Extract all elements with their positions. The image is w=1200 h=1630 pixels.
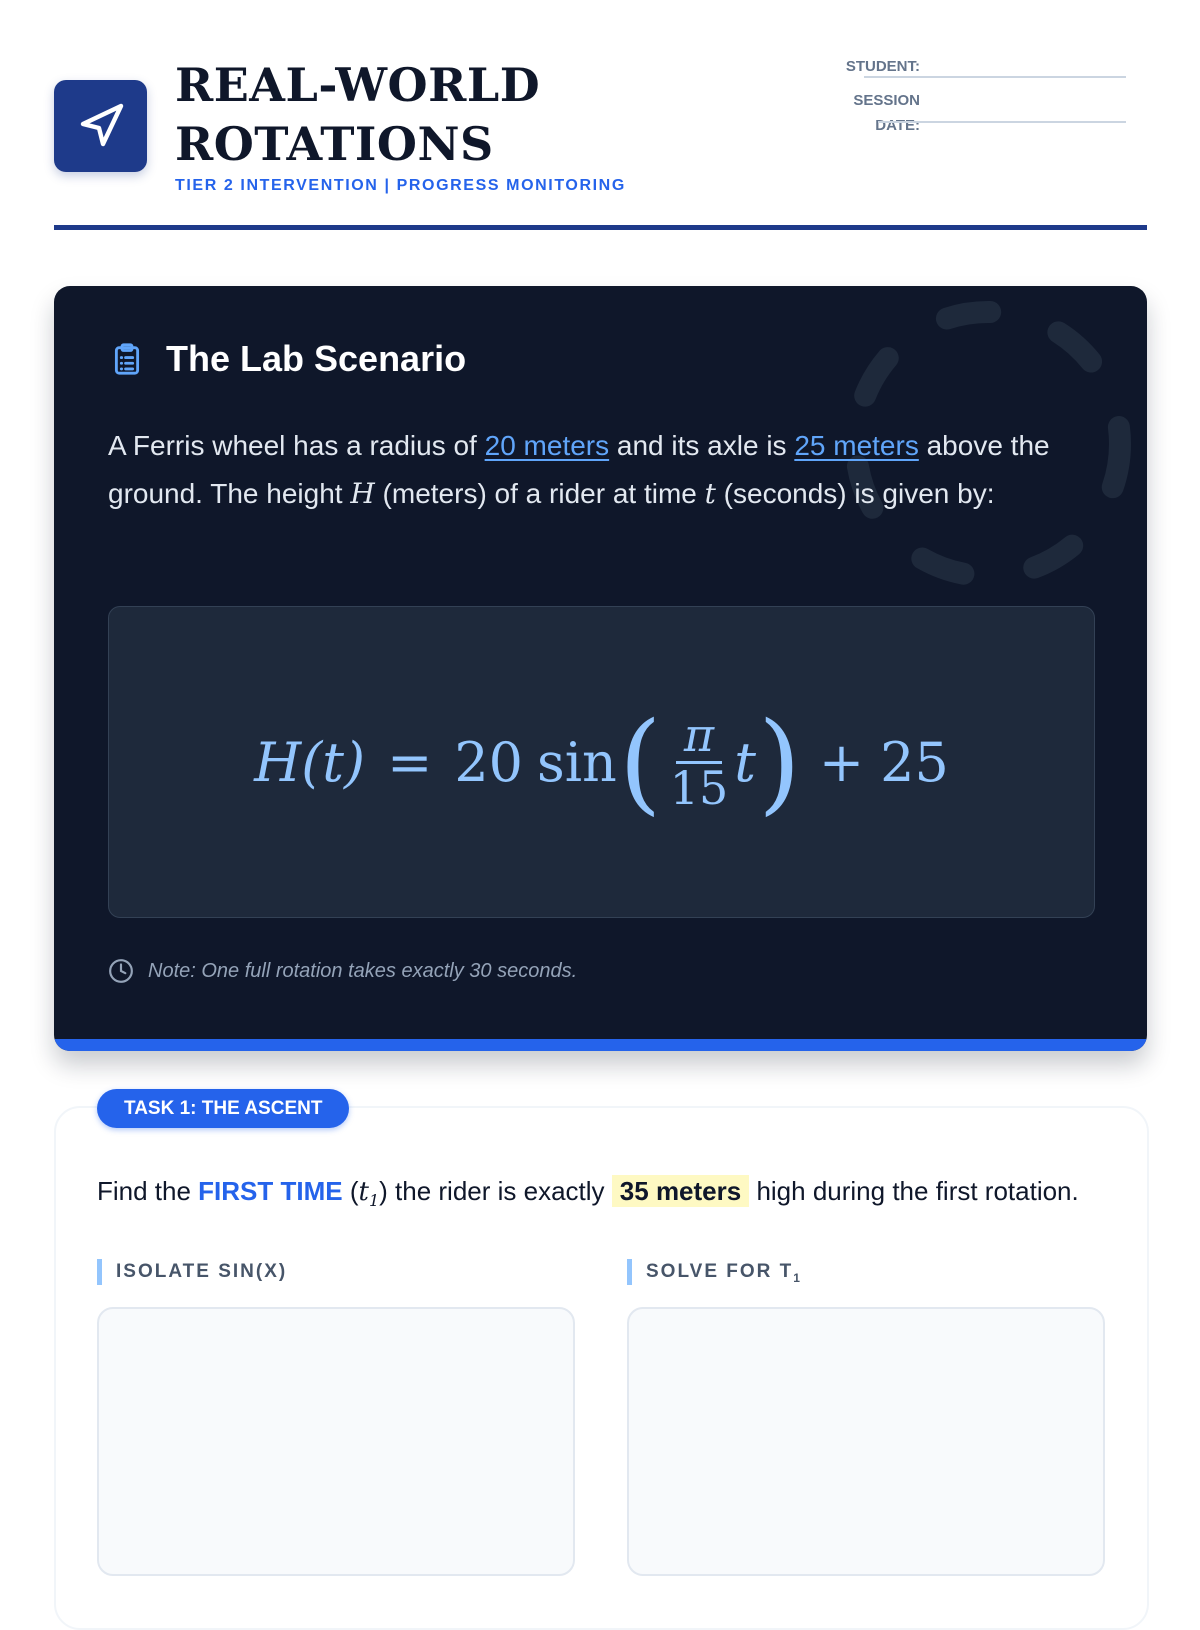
scenario-description <box>108 422 1083 518</box>
worksheet-header <box>54 52 1147 232</box>
formula-variable: t <box>734 730 756 794</box>
formula-constant: 25 <box>880 730 949 794</box>
scenario-title: The Lab Scenario <box>166 338 467 379</box>
variable-t1 <box>358 1177 380 1211</box>
solve-label-text: SOLVE FOR T <box>646 1261 794 1282</box>
session-label-line-2: DATE: <box>875 117 920 134</box>
session-date-field[interactable] <box>878 121 1126 123</box>
task-text-2: the rider is exactly <box>387 1176 612 1206</box>
target-height-highlight: 35 meters <box>612 1175 749 1207</box>
formula-close-paren: ) <box>757 698 801 826</box>
formula-plus: + <box>818 730 865 794</box>
first-time-emphasis: FIRST TIME <box>198 1176 343 1206</box>
header-divider <box>54 225 1147 230</box>
formula-coefficient: 20 <box>454 730 524 794</box>
formula-fraction <box>669 707 729 815</box>
formula-open-paren: ( <box>618 698 662 826</box>
task-text-3: high during the first rotation. <box>749 1176 1079 1206</box>
lab-scenario-card <box>54 286 1147 1051</box>
session-label-line-1: SESSION <box>853 92 920 109</box>
formula-equals: = <box>387 730 433 794</box>
axle-value: 25 meters <box>794 430 919 461</box>
clock-icon <box>108 958 134 984</box>
radius-value: 20 meters <box>484 430 610 461</box>
task-1-badge: TASK 1: THE ASCENT <box>97 1089 349 1128</box>
logo-badge <box>54 80 147 172</box>
task-text-1: Find the <box>97 1176 199 1206</box>
task-1-prompt <box>97 1176 1079 1210</box>
solve-for-t1-label <box>627 1259 802 1285</box>
isolate-sin-label: ISOLATE SIN(X) <box>97 1259 287 1285</box>
scenario-text-3: above the ground. The height <box>108 430 1050 509</box>
note-text: Note: One full rotation takes exactly 30 seconds. <box>148 959 578 982</box>
height-formula <box>254 698 949 826</box>
scenario-accent-bar <box>54 1039 1147 1051</box>
variable-t1-base: t <box>358 1177 369 1207</box>
formula-lhs: H(t) <box>254 730 366 794</box>
formula-box <box>108 606 1095 918</box>
student-field[interactable] <box>864 76 1126 78</box>
solve-t1-work-area[interactable] <box>627 1307 1105 1576</box>
scenario-text-2: and its axle is <box>609 430 795 461</box>
scenario-text-5: (seconds) is given by: <box>715 478 995 509</box>
paper-plane-icon <box>77 102 125 150</box>
isolate-sin-work-area[interactable] <box>97 1307 575 1576</box>
title-line-1: REAL-WORLD <box>175 58 541 112</box>
variable-t: t <box>704 477 716 510</box>
task-var-close: ) <box>379 1176 388 1206</box>
title-line-2: ROTATIONS <box>175 117 494 171</box>
page-title <box>175 56 540 174</box>
session-date-label <box>770 88 920 138</box>
formula-numerator: π <box>676 711 722 764</box>
formula-denominator: 15 <box>669 760 729 815</box>
task-var-open: ( <box>342 1176 359 1206</box>
page-subtitle: TIER 2 INTERVENTION | PROGRESS MONITORING <box>175 177 626 194</box>
scenario-text-1: A Ferris wheel has a radius of <box>108 430 485 461</box>
scenario-text-4: (meters) of a rider at time <box>374 478 705 509</box>
clipboard-icon <box>110 340 144 378</box>
variable-t1-subscript: 1 <box>368 1191 380 1211</box>
formula-sin: sin <box>537 730 617 794</box>
solve-label-subscript: 1 <box>793 1270 802 1285</box>
scenario-heading <box>110 338 466 380</box>
student-label: STUDENT: <box>845 58 920 75</box>
variable-h: H <box>350 477 375 510</box>
rotation-note <box>108 958 577 984</box>
